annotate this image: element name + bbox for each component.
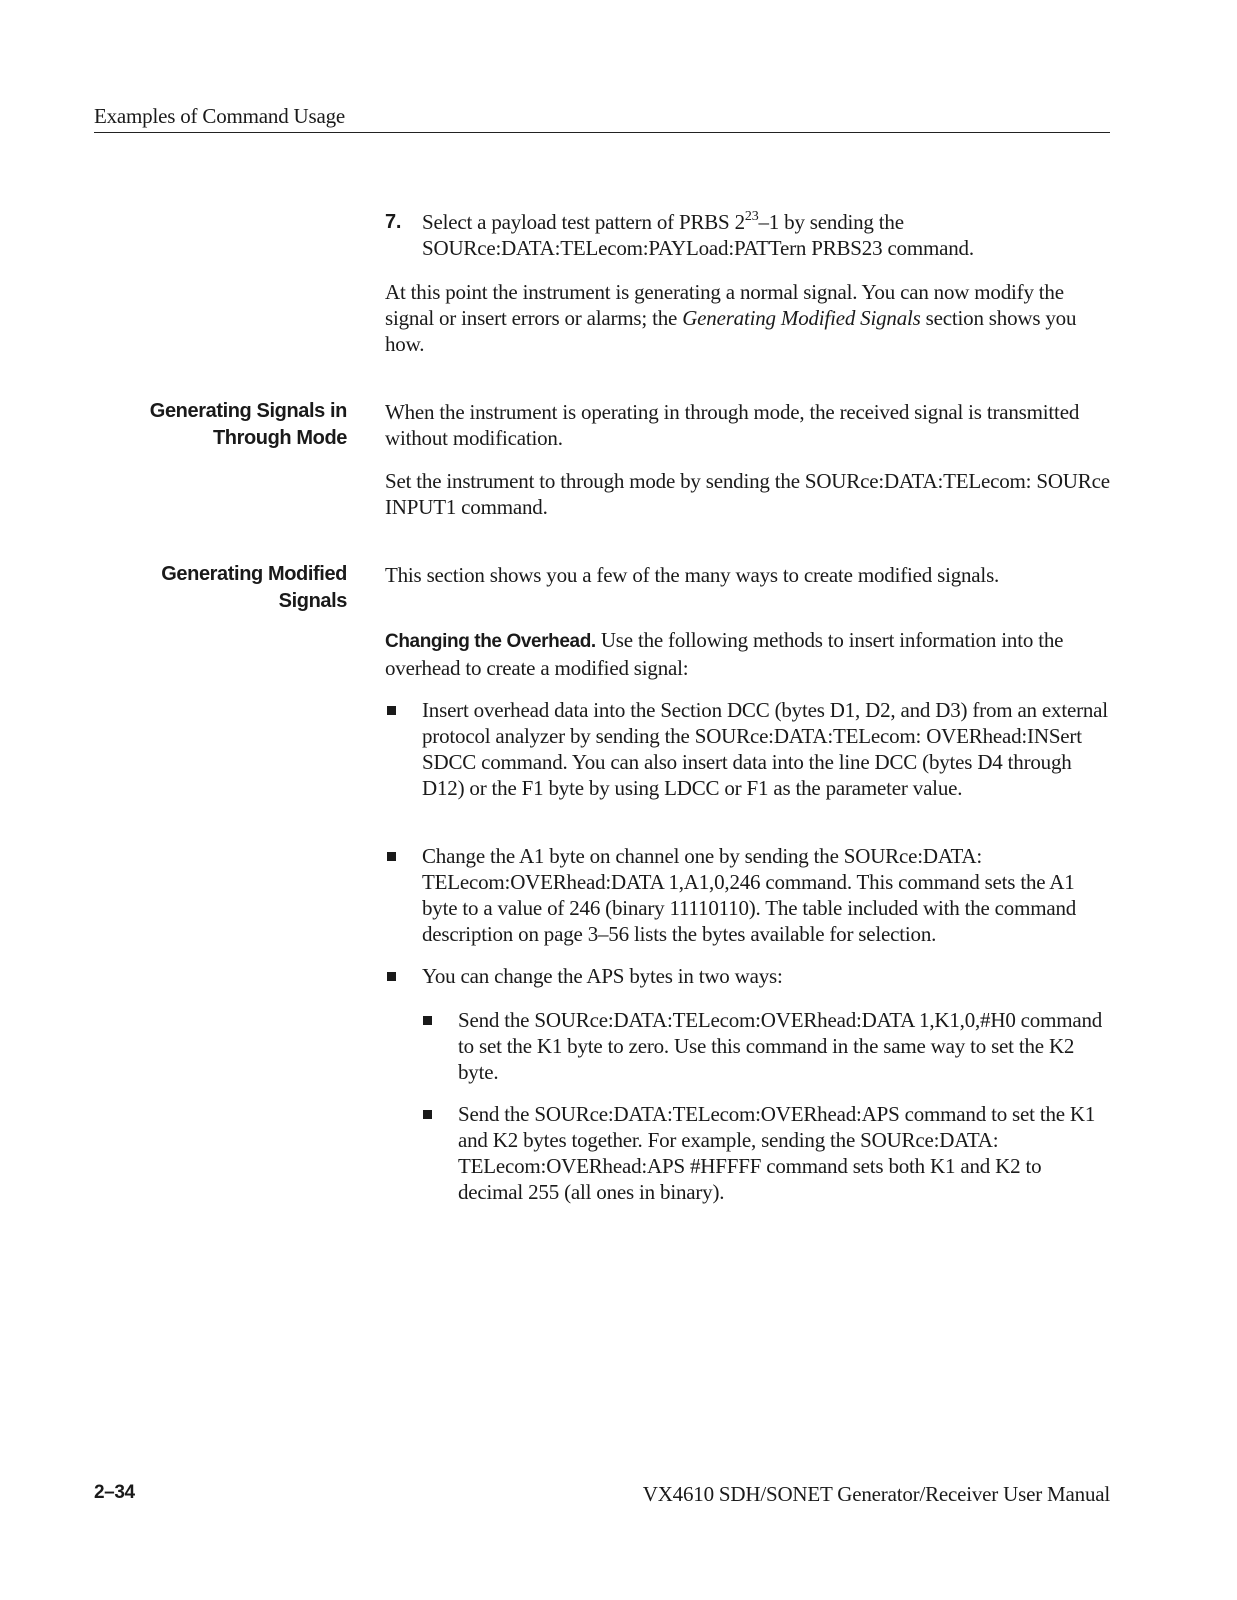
bullet-text: You can change the APS bytes in two ways:: [422, 964, 783, 988]
modified-signals-heading: [107, 561, 347, 615]
paragraph-text: Use the following methods to insert information into the overhead to create a modified signal:: [385, 628, 1064, 680]
modified-signals-intro: [385, 562, 1110, 588]
step-7: [385, 209, 1110, 261]
through-mode-heading: [107, 398, 347, 452]
intro-italic: Generating Modified Signals: [682, 306, 921, 330]
sub-bullet-text: Send the SOURce:DATA:TELecom:OVERhead:APS command to set the K1 and K2 bytes together. For example, sending the SOURce:DATA: TELecom:OVERhead:APS #HFFFF command sets both K1 and K2 to decimal 255 (all ones in binary).: [458, 1102, 1096, 1204]
bullet-item: [385, 843, 1110, 947]
bullet-text: Insert overhead data into the Section DCC (bytes D1, D2, and D3) from an external protocol analyzer by sending the SOURce:DATA:TELecom: OVERhead:INSert SDCC command. You can also insert data into the line DCC (bytes D4 through D12) or the F1 byte by using LDCC or F1 as the parameter value.: [422, 698, 1108, 800]
sub-bullet-item: [385, 1007, 1110, 1085]
running-header: Examples of Command Usage: [94, 104, 346, 128]
intro-paragraph: [385, 279, 1110, 357]
bullet-item: [385, 963, 1110, 989]
heading-line: Signals: [278, 590, 347, 612]
paragraph: Set the instrument to through mode by sending the SOURce:DATA:TELecom: SOURce INPUT1 command.: [385, 469, 1110, 519]
sub-bullet-item: [385, 1101, 1110, 1205]
through-mode-body: [385, 399, 1110, 451]
bullet-text: Change the A1 byte on channel one by sending the SOURce:DATA: TELecom:OVERhead:DATA 1,A1,0,246 command. This command sets the A1 byte to a value of 246 (binary 11110110). The table included with the command description on page 3–56 lists the bytes available for selection.: [422, 844, 1077, 946]
manual-title: VX4610 SDH/SONET Generator/Receiver User Manual: [642, 1482, 1110, 1506]
paragraph: When the instrument is operating in through mode, the received signal is transmitted without modification.: [385, 400, 1080, 450]
page-number: 2–34: [94, 1482, 135, 1503]
sub-bullet-text: Send the SOURce:DATA:TELecom:OVERhead:DATA 1,K1,0,#H0 command to set the K1 byte to zero. Use this command in the same way to set the K2 byte.: [458, 1008, 1103, 1084]
step-number: 7.: [385, 211, 402, 233]
heading-line: Through Mode: [212, 427, 347, 449]
intro-text-after: section shows you how.: [385, 306, 1077, 356]
step-text-after: –1 by sending the SOURce:DATA:TELecom:PAYLoad:PATTern PRBS23 command.: [422, 210, 974, 260]
through-mode-body-2: [385, 468, 1110, 520]
superscript: 23: [744, 209, 759, 224]
changing-overhead-paragraph: [385, 627, 1110, 681]
heading-line: Generating Modified: [161, 563, 347, 585]
header-rule: [94, 132, 1110, 133]
bullet-square-icon: [387, 972, 396, 981]
step-text: [422, 209, 1110, 261]
heading-line: Generating Signals in: [149, 400, 347, 422]
paragraph: This section shows you a few of the many ways to create modified signals.: [385, 563, 1000, 587]
bullet-square-icon: [423, 1016, 432, 1025]
bullet-item: [385, 697, 1110, 801]
bullet-square-icon: [387, 852, 396, 861]
intro-text-before: At this point the instrument is generating a normal signal. You can now modify the signal or insert errors or alarms; the: [385, 280, 1064, 330]
run-in-title: Changing the Overhead.: [385, 631, 596, 652]
bullet-square-icon: [423, 1110, 432, 1119]
bullet-square-icon: [387, 706, 396, 715]
step-text-before: Select a payload test pattern of PRBS 2: [422, 210, 745, 234]
